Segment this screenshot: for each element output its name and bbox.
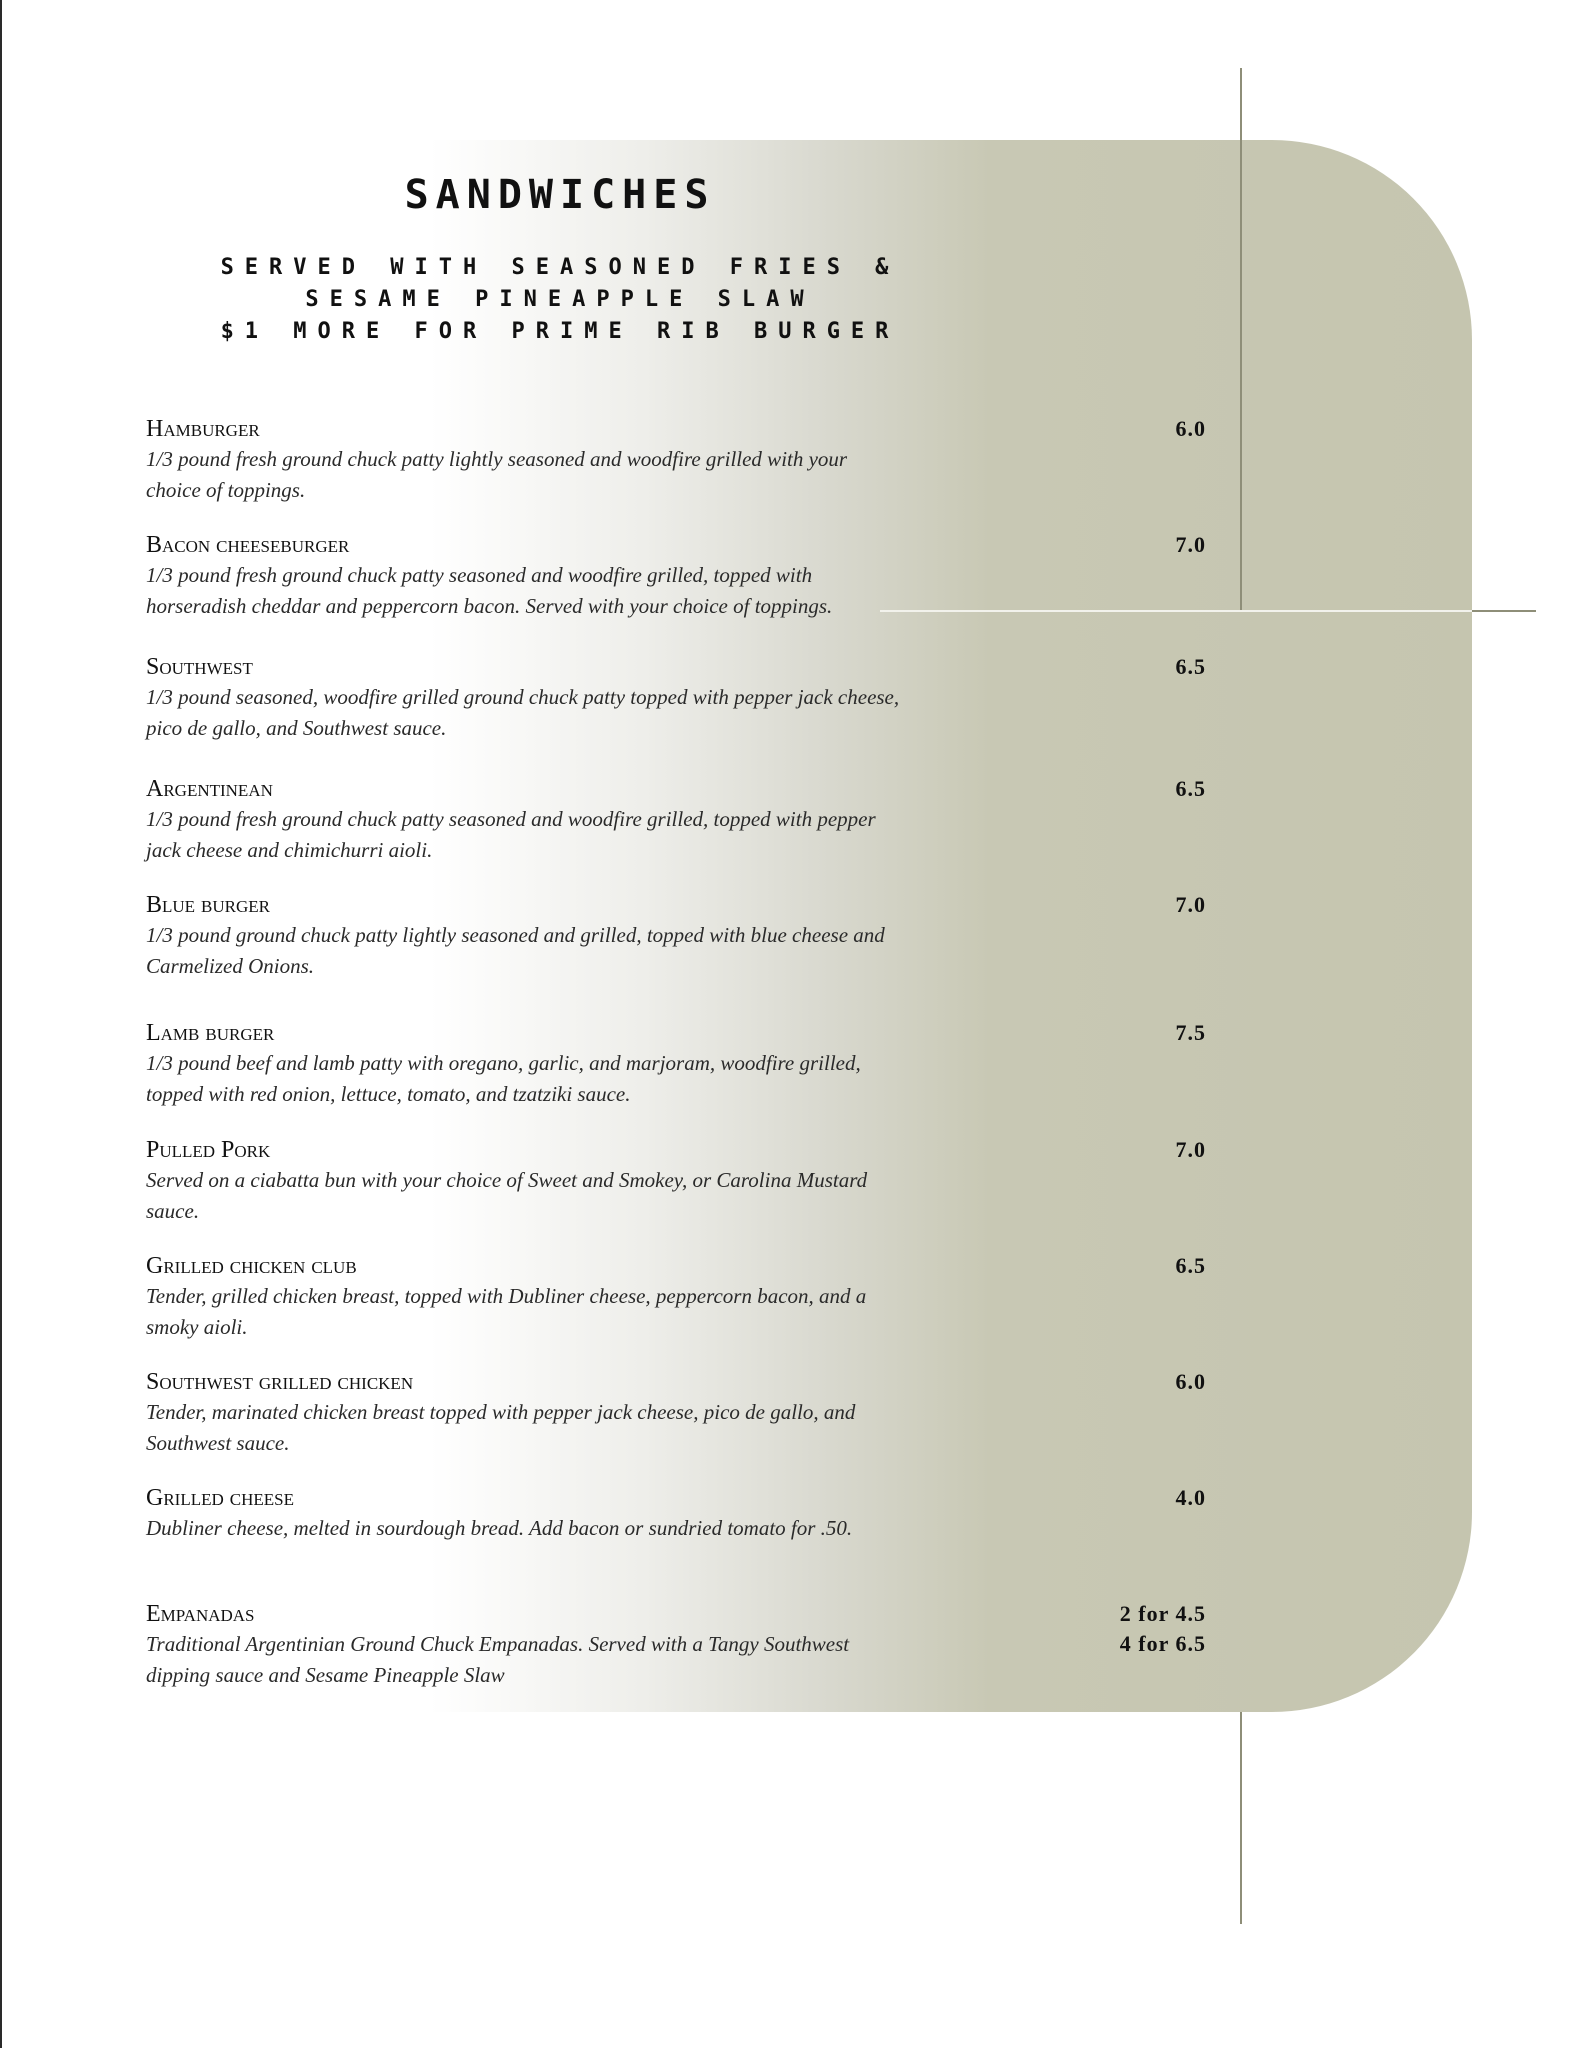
menu-item-bacon-cheeseburger [146,530,1206,622]
menu-subtitle [180,252,940,348]
item-price: 6.0 [1175,416,1206,441]
item-name: Hamburger [146,416,260,442]
item-description: 1/3 pound fresh ground chuck patty lightly seasoned and woodfire grilled with your choice of toppings. [146,447,848,502]
item-description: 1/3 pound ground chuck patty lightly seasoned and grilled, topped with blue cheese and Carmelized Onions. [146,923,885,978]
subtitle-line: SERVED WITH SEASONED FRIES & [220,255,900,280]
item-price: 6.5 [1175,1253,1206,1278]
item-name: Grilled chicken club [146,1253,357,1279]
item-name: Bacon cheeseburger [146,532,350,558]
item-description: Served on a ciabatta bun with your choice of Sweet and Smokey, or Carolina Mustard sauce. [146,1168,868,1223]
menu-item-argentinean [146,774,1206,866]
subtitle-line: SESAME PINEAPPLE SLAW [305,287,815,312]
item-name: Argentinean [146,776,273,802]
decorative-vertical-line-top [1240,68,1242,610]
menu-item-lamb-burger [146,1018,1206,1110]
item-description: Tender, grilled chicken breast, topped with Dubliner cheese, peppercorn bacon, and a smoky aioli. [146,1284,867,1339]
item-price: 6.0 [1175,1369,1206,1394]
item-description: Traditional Argentinian Ground Chuck Empanadas. Served with a Tangy Southwest dipping sauce and Sesame Pineapple Slaw [146,1632,850,1687]
menu-item-grilled-chicken-club [146,1251,1206,1343]
item-name: Pulled Pork [146,1137,271,1163]
item-name: Lamb burger [146,1020,275,1046]
item-price: 6.5 [1175,776,1206,801]
item-description: 1/3 pound fresh ground chuck patty seasoned and woodfire grilled, topped with horseradish cheddar and peppercorn bacon. Served with your choice of toppings. [146,563,833,618]
item-price: 6.5 [1175,654,1206,679]
decorative-horizontal-line-extension [1472,610,1536,612]
menu-item-blue-burger [146,890,1206,982]
item-price: 7.0 [1175,1137,1206,1162]
item-description: Tender, marinated chicken breast topped with pepper jack cheese, pico de gallo, and Southwest sauce. [146,1400,856,1455]
item-description: 1/3 pound beef and lamb patty with oregano, garlic, and marjoram, woodfire grilled, topped with red onion, lettuce, tomato, and tzatziki sauce. [146,1051,861,1106]
item-name: Grilled cheese [146,1485,294,1511]
item-name: Southwest grilled chicken [146,1369,414,1395]
subtitle-line: $1 MORE FOR PRIME RIB BURGER [220,319,900,344]
item-description: Dubliner cheese, melted in sourdough bread. Add bacon or sundried tomato for .50. [146,1516,853,1540]
item-name: Southwest [146,654,253,680]
item-name: Blue burger [146,892,271,918]
item-price: 2 for 4.5 4 for 6.5 [1119,1601,1206,1656]
page-left-border [0,0,2,2048]
item-price: 7.0 [1175,892,1206,917]
item-price: 4.0 [1175,1485,1206,1510]
menu-item-pulled-pork [146,1135,1206,1227]
item-price: 7.5 [1175,1020,1206,1045]
menu-item-southwest-grilled-chicken [146,1367,1206,1459]
decorative-vertical-line-bottom [1240,1712,1242,1924]
item-description: 1/3 pound fresh ground chuck patty seasoned and woodfire grilled, topped with pepper jack cheese and chimichurri aioli. [146,807,876,862]
menu-item-hamburger [146,414,1206,506]
item-description: 1/3 pound seasoned, woodfire grilled ground chuck patty topped with pepper jack cheese, pico de gallo, and Southwest sauce. [146,685,900,740]
menu-item-empanadas [146,1599,1206,1691]
menu-title: SANDWICHES [404,172,716,218]
menu-item-southwest [146,652,1206,744]
item-name: Empanadas [146,1601,255,1627]
menu-item-grilled-cheese [146,1483,1206,1544]
item-price: 7.0 [1175,532,1206,557]
